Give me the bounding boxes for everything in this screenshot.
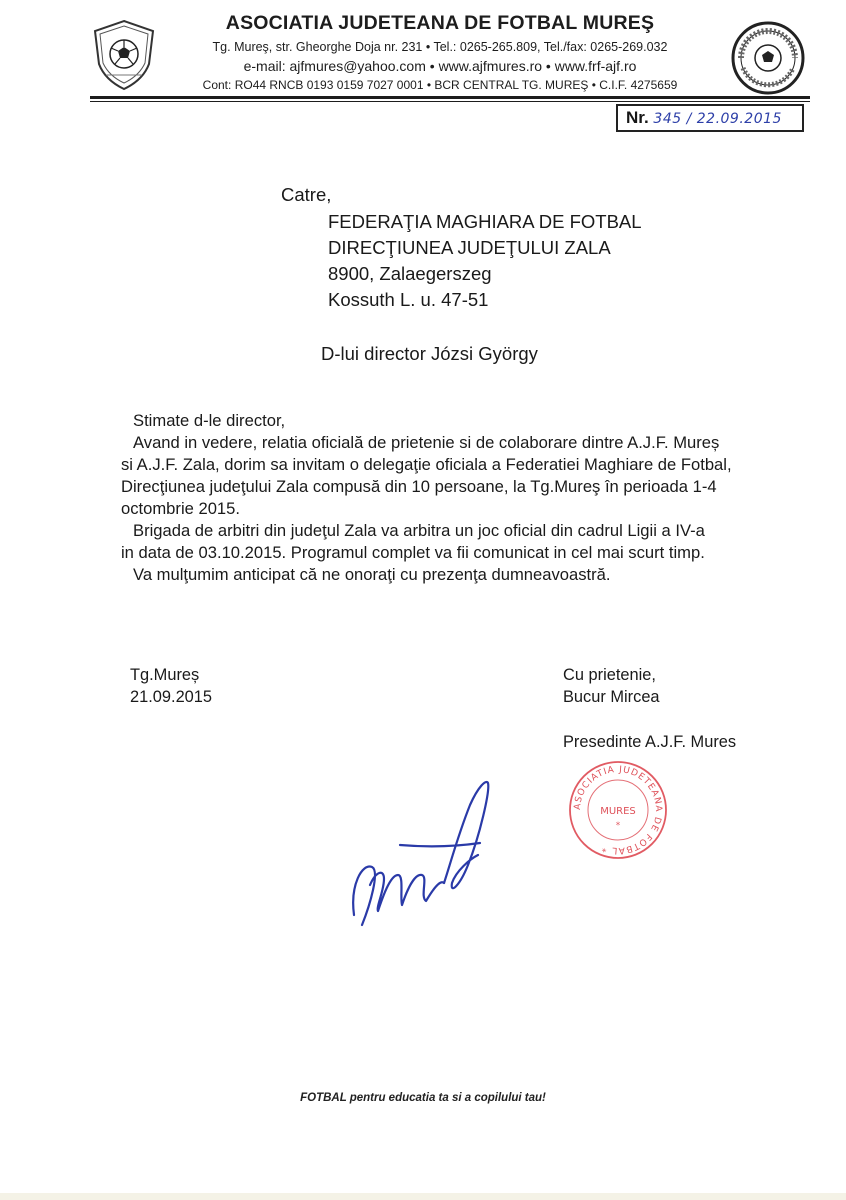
organization-name: ASOCIATIA JUDETEANA DE FOTBAL MUREŞ: [225, 12, 655, 34]
svg-text:*: *: [615, 821, 621, 831]
bank-line: Cont: RO44 RNCB 0193 0159 7027 0001 • BCR CENTRAL TG. MUREŞ • C.I.F. 4275659: [202, 78, 678, 92]
ajf-mures-logo: [90, 18, 158, 92]
closing-greeting: Cu prietenie,: [563, 666, 656, 684]
registration-number-box: [616, 104, 804, 132]
registration-number: 345 / 22.09.2015: [653, 111, 782, 127]
handwritten-signature: [340, 775, 500, 935]
footer-slogan: FOTBAL pentru educatia ta si a copilului tau!: [300, 1092, 546, 1104]
header-rule: [90, 96, 810, 99]
body-line: Brigada de arbitri din judeţul Zala va arbitra un joc oficial din cadrul Ligii a IV-a: [133, 521, 705, 540]
recipient-line: FEDERAŢIA MAGHIARA DE FOTBAL: [328, 211, 642, 232]
salutation: Stimate d-le director,: [133, 411, 286, 430]
body-line: Direcţiunea judeţului Zala compusă din 10 persoane, la Tg.Mureş în perioada 1-4: [121, 477, 717, 496]
header-rule-thin: [90, 101, 810, 102]
official-stamp: [566, 758, 670, 862]
signatory-name: Bucur Mircea: [563, 688, 660, 706]
federation-emblem: [728, 20, 808, 96]
address-line: Tg. Mureş, str. Gheorghe Doja nr. 231 • Tel.: 0265-265.809, Tel./fax: 0265-269.032: [212, 40, 668, 54]
svg-text:MURES: MURES: [600, 806, 636, 817]
svg-text:ASOCIATIA JUDETEANA DE FOTBAL: ASOCIATIA JUDETEANA DE FOTBAL *: [572, 764, 664, 856]
to-label: Catre,: [281, 184, 332, 205]
recipient-line: 8900, Zalaegerszeg: [328, 263, 492, 284]
signature-stroke: [353, 782, 488, 925]
registration-label: Nr.: [626, 108, 649, 127]
body-line: si A.J.F. Zala, dorim sa invitam o delegaţie oficiala a Federatiei Maghiare de Fotbal,: [121, 455, 732, 474]
signatory-title: Presedinte A.J.F. Mures: [563, 733, 737, 751]
body-line: Va mulţumim anticipat că ne onoraţi cu prezenţa dumneavoastră.: [133, 565, 611, 584]
recipient-line: DIRECŢIUNEA JUDEŢULUI ZALA: [328, 237, 611, 258]
scan-edge: [0, 1193, 846, 1200]
contact-line: e-mail: ajfmures@yahoo.com • www.ajfmures.ro • www.frf-ajf.ro: [243, 58, 637, 74]
stamp-mark: [570, 762, 666, 858]
body-line: octombrie 2015.: [121, 499, 240, 518]
date: 21.09.2015: [130, 688, 213, 706]
body-line: in data de 03.10.2015. Programul complet va fii comunicat in cel mai scurt timp.: [121, 543, 705, 562]
place: Tg.Mureș: [130, 666, 200, 684]
attention-line: D-lui director Józsi György: [321, 343, 538, 364]
recipient-line: Kossuth L. u. 47-51: [328, 289, 489, 310]
body-line: Avand in vedere, relatia oficială de prietenie si de colaborare dintre A.J.F. Mureș: [133, 433, 720, 452]
